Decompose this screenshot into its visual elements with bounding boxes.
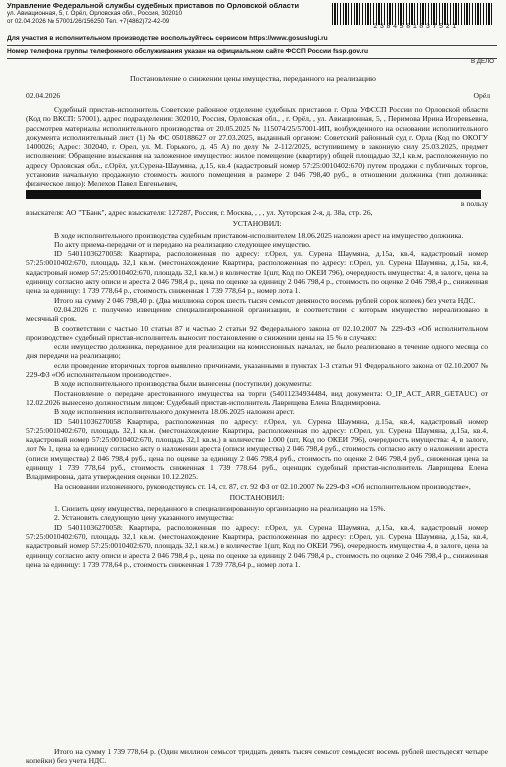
- barcode-image: [332, 3, 494, 25]
- document-title: Постановление о снижении цены имущества, переданного на реализацию: [130, 74, 376, 83]
- phone-text: Номер телефона группы телефонного обслуживания указан на официальном сайте ФССП России fssp.gov.ru: [7, 48, 369, 55]
- paragraph-total: Итого на сумму 2 046 798,40 р. (Два миллиона сорок шесть тысяч семьсот девяносто восемь рублей сорок копеек) без учета НДС.: [54, 295, 476, 305]
- agency-address: ул. Авиационная, 5, г. Орёл, Орловская обл., Россия, 302010: [7, 10, 183, 18]
- service-block: [7, 35, 497, 61]
- gosuslugi-line: [7, 35, 497, 46]
- intro-paragraph: [26, 105, 488, 189]
- gosuslugi-text: Для участия в исполнительном производстве воспользуйтесь сервисом https://www.gosuslugi.ru: [7, 35, 328, 42]
- agency-name: Управление Федеральной службы судебных приставов по Орловской области: [7, 1, 300, 10]
- registration-line: от 02.04.2026 № 57001/26/156250 Тел. +7(4862)72-42-09: [7, 18, 170, 25]
- document-city: Орёл: [473, 91, 490, 100]
- paragraph-case-2: если проведение вторичных торгов выявлено причинами, указанными в пунктах 1-3 статьи 91 Федерального закона от 02.10.2007 № 229-ФЗ «Об исполнительном производстве».: [26, 360, 488, 380]
- total-paragraph: [26, 747, 488, 766]
- claimant-paragraph: взыскателя: АО "ТБанк", адрес взыскателя: 127287, Россия, г. Москва, , , , ул. Хуторская 2-я, д. 38а, стр. 26,: [26, 207, 373, 217]
- intro-text: Судебный пристав-исполнитель Советское районное отделение судебных приставов г. Орла УФССП России по Орловской области (Код по ВКСП: 57001), адрес подразделения: 302010, Россия, Орловская обл., , г. Орёл, , ул. Авиационная, 5, , Перимова Ирина Игоревьевна, рассмотрев материалы исполнительного производства от 20.05.2025 № 115074/25/57001-ИП, возбужденного на основании исполнительного документа исполнительный лист (1) № ФС 050188627 от 27.03.2025, выданный органом: Советский районный суд г. Орла (Код по ОКОГУ 1400026; Адрес: 302040, г. Орел, ул. М. Горького, д. 45 А) по делу № 2-112/2025, вступившему в законную силу 25.03.2025, предмет исполнения: Обращение взыскания на заложенное имущество: жилое помещение (квартиру) общей площадью 32,1 кв.м, расположенную по адресу Орловская обл., г.Орёл, ул.Сурена-Шаумяна, д.15, кв.4 (кадастровый номер 57:25:0010402:670) путем продажи с публичных торгов, установив начальную продажную стоимость жилого помещения в размере 2 046 798,40 руб., в отношении должника (тип должника: физическое лицо): Мелехов Павел Евгеньевич,: [26, 105, 488, 189]
- paragraph-case-1: если имущество должника, переданное для реализации на комиссионных началах, не было реализовано в течение одного месяца со дня передачи на реализацию;: [26, 342, 488, 361]
- paragraph-law: В соответствии с частью 10 статьи 87 и частью 2 статьи 92 Федерального закона от 02.10.2007 № 229-ФЗ «Об исполнительном производстве» судебный пристав-исполнитель выносит постановление о снижении цены на 15 % в случаях:: [26, 323, 488, 342]
- paragraph-arrest: В ходе исполнительного производства судебным приставом-исполнителем 18.06.2025 наложен арест на имущество должника.: [54, 230, 464, 240]
- paragraph-basis: На основании изложенного, руководствуясь ст. 14, ст. 87, ст. 92 ФЗ от 02.10.2007 № 229-ФЗ «Об исполнительном производстве»,: [54, 481, 471, 491]
- redaction-bar: [26, 190, 481, 199]
- paragraph-transfer: По акту приема-передачи от и передано на реализацию следующее имущество.: [54, 239, 311, 249]
- established-heading: УСТАНОВИЛ:: [232, 219, 282, 229]
- letterhead: [7, 2, 307, 26]
- paragraph-notice: 02.04.2026 г. получено извещение специализированной организации, в соответствии с которым имущество нереализовано в месячный срок.: [26, 304, 488, 324]
- paragraph-documents: В ходе исполнительного производства были вынесены (поступили) документы:: [54, 379, 312, 389]
- phone-line: [7, 48, 497, 59]
- resolution-1: 1. Снизить цену имущества, переданного в специализированную организацию на реализацию на 15%.: [54, 504, 386, 514]
- intro-tail: в пользу: [460, 198, 488, 208]
- document-body: [26, 105, 488, 569]
- paragraph-auction-order: Постановление о передаче арестованного имущества на торги (54011234934484, вид документа: O_IP_ACT_ARR_GETAUC) от 12.02.2026 вынесено должностным лицом: Судебный пристав-исполнитель Лаврищева Елена Владимировна.: [26, 388, 488, 407]
- resolution-2: 2. Установить следующую цену указанного имущества:: [54, 513, 234, 523]
- total-text: Итого на сумму 1 739 778,64 р. (Один миллион семьсот тридцать девять тысяч семьсот семьдесят восемь рублей шестьдесят четыре копейки) без учета НДС.: [26, 747, 488, 766]
- barcode-number: 2384581837521: [373, 23, 459, 31]
- paragraph-property: ID 54011036270058: Квартира, расположенная по адресу: г.Орел, ул. Сурена Шаумяна, д.15а, кв.4, кадастровый номер 57:25:0010402:670, площадь 32,1 кв.м. (местонахождение Квартира, расположенная по адресу: г.Орел, ул. Сурена Шаумяна, д.15а, кв.4, кадастровый номер 57:25:0010402:670, площадь 32,1 кв.м.) в количестве 1(шт, Код по ОКЕИ 796), очередность имущества: 4, в залоге, цена за единицу согласно акту описи и ареста 2 046 798,4 р., цена по оценке за единицу 2 046 798,4 р., стоимость по оценке 2 046 798,4 р., сниженная цена за единицу: 1 739 778,64 р., стоимость сниженная 1 739 778,64 р., номер лота 1.: [26, 249, 488, 296]
- to-file-mark: В ДЕЛО: [470, 58, 494, 65]
- document-date: 02.04.2026: [26, 91, 61, 100]
- resolution-property: ID 54011036270058: Квартира, расположенная по адресу: г.Орел, ул. Сурена Шаумяна, д.15а, кв.4, кадастровый номер 57:25:0010402:670, площадь 32,1 кв.м. (местонахождение Квартира, расположенная по адресу: г.Орел, ул. Сурена Шаумяна, д.15а, кв.4, кадастровый номер 57:25:0010402:670, площадь 32,1 кв.м.) в количестве 1(шт, Код по ОКЕИ 796), очередность имущества 4, в залоге, цена за единицу согласно акту описи и ареста 2 046 798,4 р., цена по оценке за единицу 2 046 798,4 р., стоимость по оценке 2 046 798,4 р., сниженная цена за единицу: 1 739 778,64 р., стоимость сниженная 1 739 778,64 р., номер лота 1.: [26, 522, 488, 569]
- paragraph-arrest-2: В ходе исполнения исполнительного документа 18.06.2025 наложен арест.: [54, 407, 295, 417]
- paragraph-property-2: ID 54011036270058 Квартира, расположенная по адресу: г.Орел, ул. Сурена Шаумяна, д.15а, кв.4, кадастровый номер 57:25:0010402:670, площадь 32,1 кв.м. (местонахождение Квартира, расположенная по адресу: г.Орел, ул. Сурена Шаумяна, д.15а, кв.4, кадастровый номер 57:25:0010402:670, площадь 32,1 кв.м.) в количестве 1.000 (шт, Код по ОКЕИ 796), очередность имущества: 4, в залоге, лот № 1, цена за единицу согласно акту о наложении ареста (описи имущества) 2 046 798,4 руб., стоимость согласно акту о наложении ареста (описи имущества) 2 046 798,4 руб., цена по оценке за единицу 2 046 798,4 руб., стоимость по оценке 2 046 798,4 руб., сниженная цена за единицу 1 739 778,64 руб., стоимость сниженная 1 739 778.64 руб., оценщик судебный пристав-исполнитель Лаврищева Елена Владимировна, дата утверждения оценки 10.12.2025.: [26, 416, 488, 482]
- resolved-heading: ПОСТАНОВИЛ:: [229, 492, 285, 502]
